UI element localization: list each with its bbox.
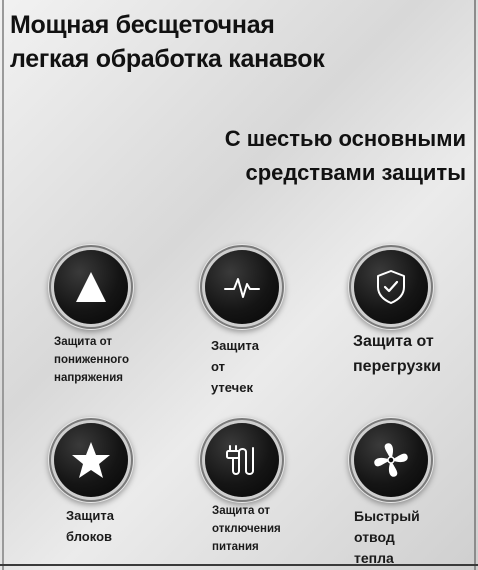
feature-heat-dissipation-label — [354, 506, 420, 569]
fan-icon — [354, 423, 428, 497]
frame-right-edge — [474, 0, 476, 570]
star-icon — [54, 423, 128, 497]
feature-label-line: напряжения — [54, 372, 123, 384]
feature-label-line: отключения — [212, 523, 281, 535]
feature-undervoltage-label — [54, 333, 129, 387]
feature-label-line: перегрузки — [353, 358, 441, 375]
power-plug-icon — [205, 423, 279, 497]
subheadline — [166, 122, 466, 190]
feature-power-off-label — [212, 502, 281, 556]
feature-label-line: Защита от — [353, 333, 434, 350]
feature-label-line: Быстрый — [354, 508, 420, 524]
feature-label-line: Защита от — [212, 505, 270, 517]
subheadline-line-2: средствами защиты — [245, 160, 466, 185]
feature-label-line: отвод тепла — [354, 529, 395, 566]
triangle-icon — [54, 250, 128, 324]
shield-check-icon — [354, 250, 428, 324]
feature-block-label — [66, 505, 114, 547]
feature-overload-label — [353, 329, 441, 379]
feature-label-line: питания — [212, 541, 259, 553]
feature-label-line: блоков — [66, 529, 113, 544]
headline-line-1: Мощная бесщеточная — [10, 11, 275, 39]
headline — [10, 8, 460, 76]
feature-label-line: Защита от — [54, 336, 112, 348]
pulse-icon — [205, 250, 279, 324]
frame-left-edge — [2, 0, 4, 570]
feature-leakage-label — [211, 335, 259, 398]
feature-label-line: пониженного — [54, 354, 129, 366]
headline-line-2: легкая обработка канавок — [10, 45, 325, 73]
feature-label-line: Защита — [66, 508, 114, 523]
subheadline-line-1: С шестью основными — [224, 126, 466, 151]
feature-label-line: утечек — [211, 380, 253, 395]
feature-label-line: Защита от — [211, 338, 259, 374]
